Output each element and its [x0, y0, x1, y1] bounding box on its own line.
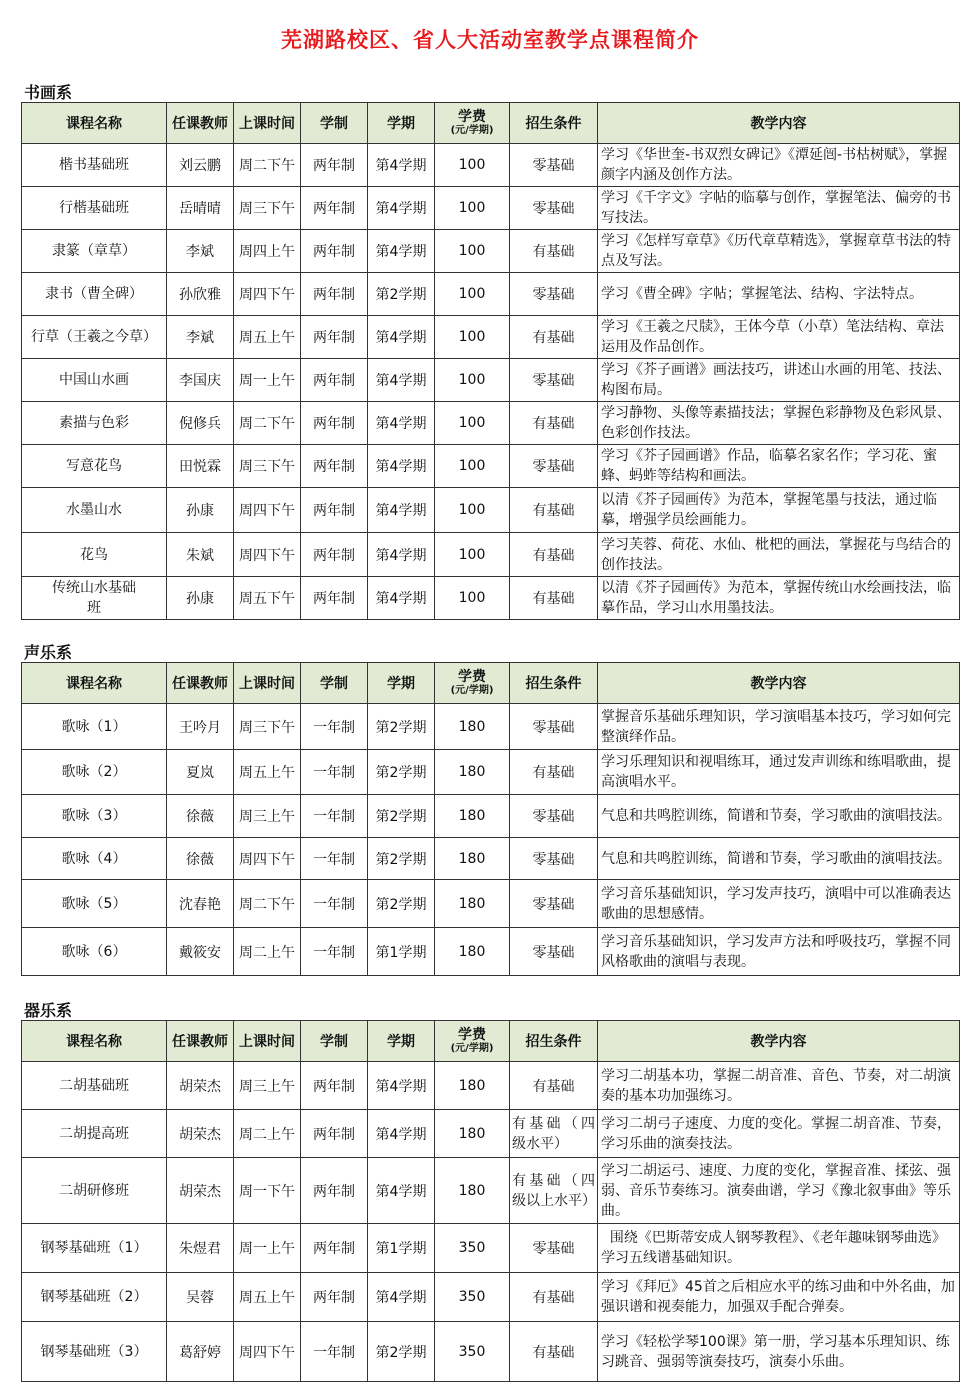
class-time: 周五下午	[234, 577, 301, 620]
class-time: 周二上午	[234, 1110, 301, 1158]
course-name: 写意花鸟	[22, 445, 167, 488]
teaching-content: 掌握音乐基础乐理知识，学习演唱基本技巧，学习如何完整演绎作品。	[598, 704, 960, 750]
requirement: 有基础	[510, 1273, 598, 1322]
requirement: 有基础（四级水平）	[510, 1110, 598, 1158]
teacher: 胡荣杰	[167, 1158, 234, 1224]
header-time: 上课时间	[234, 663, 301, 704]
class-time: 周五上午	[234, 316, 301, 359]
class-time: 周四上午	[234, 230, 301, 273]
fee: 180	[435, 838, 510, 880]
fee: 100	[435, 273, 510, 316]
term: 第4学期	[368, 577, 435, 620]
requirement: 零基础	[510, 445, 598, 488]
header-teacher: 任课教师	[167, 103, 234, 144]
course-name: 隶篆（章草）	[22, 230, 167, 273]
header-system: 学制	[301, 103, 368, 144]
fee: 180	[435, 1110, 510, 1158]
teacher: 葛舒婷	[167, 1322, 234, 1382]
term: 第4学期	[368, 445, 435, 488]
teaching-content: 学习《芥子园画谱》作品，临摹名家名作；学习花、蜜蜂、蚂蚱等结构和画法。	[598, 445, 960, 488]
teacher: 孙康	[167, 488, 234, 533]
term: 第2学期	[368, 880, 435, 928]
class-time: 周二下午	[234, 402, 301, 445]
school-system: 两年制	[301, 144, 368, 187]
fee: 180	[435, 750, 510, 795]
fee: 180	[435, 704, 510, 750]
class-time: 周三上午	[234, 795, 301, 838]
table-row	[22, 577, 960, 620]
school-system: 两年制	[301, 316, 368, 359]
page-title: 芜湖路校区、省人大活动室教学点课程简介	[281, 28, 699, 52]
term: 第4学期	[368, 359, 435, 402]
school-system: 两年制	[301, 1062, 368, 1110]
course-name: 花鸟	[22, 533, 167, 577]
table-row	[22, 488, 960, 533]
table-row	[22, 1322, 960, 1382]
header-fee-label: 学费	[458, 669, 486, 685]
class-time: 周四下午	[234, 838, 301, 880]
class-time: 周四下午	[234, 1322, 301, 1382]
class-time: 周二下午	[234, 144, 301, 187]
fee: 350	[435, 1224, 510, 1273]
header-teacher: 任课教师	[167, 663, 234, 704]
course-name: 歌咏（1）	[22, 704, 167, 750]
teaching-content: 学习音乐基础知识，学习发声技巧，演唱中可以准确表达歌曲的思想感情。	[598, 880, 960, 928]
fee: 100	[435, 533, 510, 577]
requirement: 零基础	[510, 144, 598, 187]
requirement: 有基础（四级以上水平）	[510, 1158, 598, 1224]
table-row	[22, 838, 960, 880]
fee: 180	[435, 795, 510, 838]
teacher: 岳晴晴	[167, 187, 234, 230]
class-time: 周一上午	[234, 1224, 301, 1273]
course-table-vocal	[21, 662, 960, 976]
class-time: 周二下午	[234, 880, 301, 928]
school-system: 两年制	[301, 1224, 368, 1273]
header-requirement: 招生条件	[510, 103, 598, 144]
fee: 350	[435, 1273, 510, 1322]
teacher: 田悦霖	[167, 445, 234, 488]
requirement: 零基础	[510, 928, 598, 976]
fee: 100	[435, 577, 510, 620]
teaching-content: 气息和共鸣腔训练，简谱和节奏，学习歌曲的演唱技法。	[598, 838, 960, 880]
school-system: 两年制	[301, 1273, 368, 1322]
header-teacher: 任课教师	[167, 1021, 234, 1062]
class-time: 周一上午	[234, 359, 301, 402]
requirement: 有基础	[510, 750, 598, 795]
fee: 100	[435, 144, 510, 187]
teacher: 沈春艳	[167, 880, 234, 928]
teacher: 孙欣雅	[167, 273, 234, 316]
class-time: 周五上午	[234, 1273, 301, 1322]
header-fee-unit: (元/学期)	[450, 125, 494, 136]
class-time: 周四下午	[234, 533, 301, 577]
teacher: 李斌	[167, 230, 234, 273]
class-time: 周五上午	[234, 750, 301, 795]
table-header-row	[22, 103, 960, 144]
class-time: 周三上午	[234, 1062, 301, 1110]
table-header-row	[22, 663, 960, 704]
teacher: 胡荣杰	[167, 1062, 234, 1110]
term: 第4学期	[368, 488, 435, 533]
table-row	[22, 533, 960, 577]
header-requirement: 招生条件	[510, 1021, 598, 1062]
term: 第4学期	[368, 402, 435, 445]
term: 第4学期	[368, 144, 435, 187]
requirement: 有基础	[510, 402, 598, 445]
term: 第2学期	[368, 273, 435, 316]
teaching-content: 学习《华世奎-书双烈女碑记》《潭延闿-书枯树赋》，掌握颜字内涵及创作方法。	[598, 144, 960, 187]
school-system: 一年制	[301, 880, 368, 928]
teaching-content: 以清《芥子园画传》为范本，掌握笔墨与技法，通过临摹，增强学员绘画能力。	[598, 488, 960, 533]
requirement: 有基础	[510, 230, 598, 273]
class-time: 周三下午	[234, 445, 301, 488]
term: 第4学期	[368, 316, 435, 359]
course-name: 行楷基础班	[22, 187, 167, 230]
course-name: 二胡提高班	[22, 1110, 167, 1158]
teacher: 夏岚	[167, 750, 234, 795]
course-name: 中国山水画	[22, 359, 167, 402]
school-system: 两年制	[301, 445, 368, 488]
requirement: 有基础	[510, 1322, 598, 1382]
term: 第2学期	[368, 795, 435, 838]
teacher: 朱煜君	[167, 1224, 234, 1273]
teacher: 孙康	[167, 577, 234, 620]
section-title-calligraphy: 书画系	[24, 83, 73, 102]
requirement: 零基础	[510, 1224, 598, 1273]
fee: 100	[435, 230, 510, 273]
table-row	[22, 1224, 960, 1273]
teaching-content: 学习二胡运弓、速度、力度的变化，掌握音准、揉弦、强弱、音乐节奏练习。演奏曲谱，学习《豫北叙事曲》等乐曲。	[598, 1158, 960, 1224]
table-row	[22, 1110, 960, 1158]
table-row	[22, 750, 960, 795]
teaching-content: 学习乐理知识和视唱练耳，通过发声训练和练唱歌曲，提高演唱水平。	[598, 750, 960, 795]
fee: 180	[435, 880, 510, 928]
teaching-content: 学习《拜厄》45首之后相应水平的练习曲和中外名曲，加强识谱和视奏能力，加强双手配合弹奏。	[598, 1273, 960, 1322]
term: 第4学期	[368, 533, 435, 577]
teaching-content: 学习芙蓉、荷花、水仙、枇杷的画法，掌握花与鸟结合的创作技法。	[598, 533, 960, 577]
teaching-content: 学习《曹全碑》字帖；掌握笔法、结构、字法特点。	[598, 273, 960, 316]
teaching-content: 学习《王羲之尺牍》，王体今草（小草）笔法结构、章法运用及作品创作。	[598, 316, 960, 359]
school-system: 两年制	[301, 402, 368, 445]
course-name: 二胡基础班	[22, 1062, 167, 1110]
header-course: 课程名称	[22, 103, 167, 144]
school-system: 一年制	[301, 838, 368, 880]
school-system: 一年制	[301, 1322, 368, 1382]
teaching-content: 学习《怎样写章草》《历代章草精选》，掌握章草书法的特点及写法。	[598, 230, 960, 273]
table-row	[22, 359, 960, 402]
course-name: 歌咏（3）	[22, 795, 167, 838]
teacher: 胡荣杰	[167, 1110, 234, 1158]
requirement: 零基础	[510, 838, 598, 880]
school-system: 一年制	[301, 750, 368, 795]
school-system: 两年制	[301, 488, 368, 533]
requirement: 零基础	[510, 880, 598, 928]
requirement: 有基础	[510, 533, 598, 577]
term: 第4学期	[368, 1158, 435, 1224]
fee: 350	[435, 1322, 510, 1382]
class-time: 周一下午	[234, 1158, 301, 1224]
course-name: 隶书（曹全碑）	[22, 273, 167, 316]
header-fee-label: 学费	[458, 1027, 486, 1043]
fee: 100	[435, 488, 510, 533]
class-time: 周四下午	[234, 273, 301, 316]
school-system: 两年制	[301, 359, 368, 402]
term: 第4学期	[368, 187, 435, 230]
class-time: 周四下午	[234, 488, 301, 533]
header-fee	[435, 103, 510, 144]
course-name: 钢琴基础班（2）	[22, 1273, 167, 1322]
table-row	[22, 1158, 960, 1224]
section-title-instrumental: 器乐系	[24, 1001, 73, 1020]
requirement: 有基础	[510, 488, 598, 533]
fee: 100	[435, 316, 510, 359]
teacher: 刘云鹏	[167, 144, 234, 187]
header-fee	[435, 663, 510, 704]
header-term: 学期	[368, 1021, 435, 1062]
header-system: 学制	[301, 663, 368, 704]
term: 第1学期	[368, 928, 435, 976]
table-header-row	[22, 1021, 960, 1062]
course-name: 歌咏（5）	[22, 880, 167, 928]
teaching-content: 围绕《巴斯蒂安成人钢琴教程》、《老年趣味钢琴曲选》学习五线谱基础知识。	[598, 1224, 960, 1273]
school-system: 一年制	[301, 928, 368, 976]
teacher: 李国庆	[167, 359, 234, 402]
teaching-content: 学习《千字文》字帖的临摹与创作，掌握笔法、偏旁的书写技法。	[598, 187, 960, 230]
header-requirement: 招生条件	[510, 663, 598, 704]
header-content: 教学内容	[598, 1021, 960, 1062]
header-fee-label: 学费	[458, 109, 486, 125]
teacher: 李斌	[167, 316, 234, 359]
course-name: 行草（王羲之今草）	[22, 316, 167, 359]
table-row	[22, 402, 960, 445]
course-name: 钢琴基础班（3）	[22, 1322, 167, 1382]
table-row	[22, 445, 960, 488]
course-name: 水墨山水	[22, 488, 167, 533]
table-row	[22, 1062, 960, 1110]
header-fee-unit: (元/学期)	[450, 1043, 494, 1054]
header-time: 上课时间	[234, 103, 301, 144]
school-system: 两年制	[301, 577, 368, 620]
table-row	[22, 1273, 960, 1322]
requirement: 有基础	[510, 1062, 598, 1110]
term: 第4学期	[368, 1062, 435, 1110]
course-table-calligraphy	[21, 102, 960, 620]
header-course: 课程名称	[22, 1021, 167, 1062]
table-row	[22, 230, 960, 273]
school-system: 两年制	[301, 1158, 368, 1224]
fee: 100	[435, 187, 510, 230]
fee: 100	[435, 359, 510, 402]
requirement: 零基础	[510, 359, 598, 402]
term: 第4学期	[368, 230, 435, 273]
table-row	[22, 928, 960, 976]
fee: 180	[435, 1062, 510, 1110]
header-term: 学期	[368, 103, 435, 144]
teaching-content: 学习二胡弓子速度、力度的变化。掌握二胡音准、节奏，学习乐曲的演奏技法。	[598, 1110, 960, 1158]
requirement: 有基础	[510, 316, 598, 359]
teacher: 吴蓉	[167, 1273, 234, 1322]
table-row	[22, 880, 960, 928]
class-time: 周三下午	[234, 704, 301, 750]
table-row	[22, 795, 960, 838]
term: 第2学期	[368, 838, 435, 880]
requirement: 零基础	[510, 795, 598, 838]
section-title-vocal: 声乐系	[24, 643, 73, 662]
term: 第4学期	[368, 1273, 435, 1322]
course-table-instrumental	[21, 1020, 960, 1382]
table-row	[22, 273, 960, 316]
term: 第2学期	[368, 704, 435, 750]
school-system: 一年制	[301, 704, 368, 750]
teaching-content: 以清《芥子园画传》为范本，掌握传统山水绘画技法，临摹作品，学习山水用墨技法。	[598, 577, 960, 620]
course-name: 歌咏（4）	[22, 838, 167, 880]
school-system: 一年制	[301, 795, 368, 838]
requirement: 零基础	[510, 704, 598, 750]
teaching-content: 学习《芥子画谱》画法技巧，讲述山水画的用笔、技法、构图布局。	[598, 359, 960, 402]
school-system: 两年制	[301, 533, 368, 577]
table-row	[22, 316, 960, 359]
school-system: 两年制	[301, 230, 368, 273]
class-time: 周二上午	[234, 928, 301, 976]
teacher: 徐薇	[167, 795, 234, 838]
requirement: 零基础	[510, 273, 598, 316]
table-row	[22, 187, 960, 230]
teacher: 王吟月	[167, 704, 234, 750]
header-content: 教学内容	[598, 103, 960, 144]
header-course: 课程名称	[22, 663, 167, 704]
school-system: 两年制	[301, 1110, 368, 1158]
course-name: 传统山水基础班	[22, 577, 167, 620]
teacher: 戴筱安	[167, 928, 234, 976]
fee: 180	[435, 928, 510, 976]
requirement: 有基础	[510, 577, 598, 620]
fee: 100	[435, 445, 510, 488]
header-time: 上课时间	[234, 1021, 301, 1062]
course-name: 歌咏（6）	[22, 928, 167, 976]
table-row	[22, 144, 960, 187]
requirement: 零基础	[510, 187, 598, 230]
term: 第2学期	[368, 1322, 435, 1382]
course-name: 钢琴基础班（1）	[22, 1224, 167, 1273]
teaching-content: 学习二胡基本功，掌握二胡音准、音色、节奏，对二胡演奏的基本功加强练习。	[598, 1062, 960, 1110]
header-content: 教学内容	[598, 663, 960, 704]
teacher: 徐薇	[167, 838, 234, 880]
course-name: 素描与色彩	[22, 402, 167, 445]
teaching-content: 学习静物、头像等素描技法；掌握色彩静物及色彩风景、色彩创作技法。	[598, 402, 960, 445]
term: 第2学期	[368, 750, 435, 795]
header-term: 学期	[368, 663, 435, 704]
school-system: 两年制	[301, 187, 368, 230]
teaching-content: 学习音乐基础知识，学习发声方法和呼吸技巧，掌握不同风格歌曲的演唱与表现。	[598, 928, 960, 976]
header-fee-unit: (元/学期)	[450, 685, 494, 696]
course-name: 楷书基础班	[22, 144, 167, 187]
term: 第1学期	[368, 1224, 435, 1273]
header-system: 学制	[301, 1021, 368, 1062]
class-time: 周三下午	[234, 187, 301, 230]
header-fee	[435, 1021, 510, 1062]
fee: 100	[435, 402, 510, 445]
teacher: 倪修兵	[167, 402, 234, 445]
course-name: 歌咏（2）	[22, 750, 167, 795]
course-name: 二胡研修班	[22, 1158, 167, 1224]
teaching-content: 气息和共鸣腔训练，简谱和节奏，学习歌曲的演唱技法。	[598, 795, 960, 838]
teaching-content: 学习《轻松学琴100课》第一册，学习基本乐理知识、练习跳音、强弱等演奏技巧，演奏小乐曲。	[598, 1322, 960, 1382]
table-row	[22, 704, 960, 750]
term: 第4学期	[368, 1110, 435, 1158]
fee: 180	[435, 1158, 510, 1224]
teacher: 朱斌	[167, 533, 234, 577]
school-system: 两年制	[301, 273, 368, 316]
